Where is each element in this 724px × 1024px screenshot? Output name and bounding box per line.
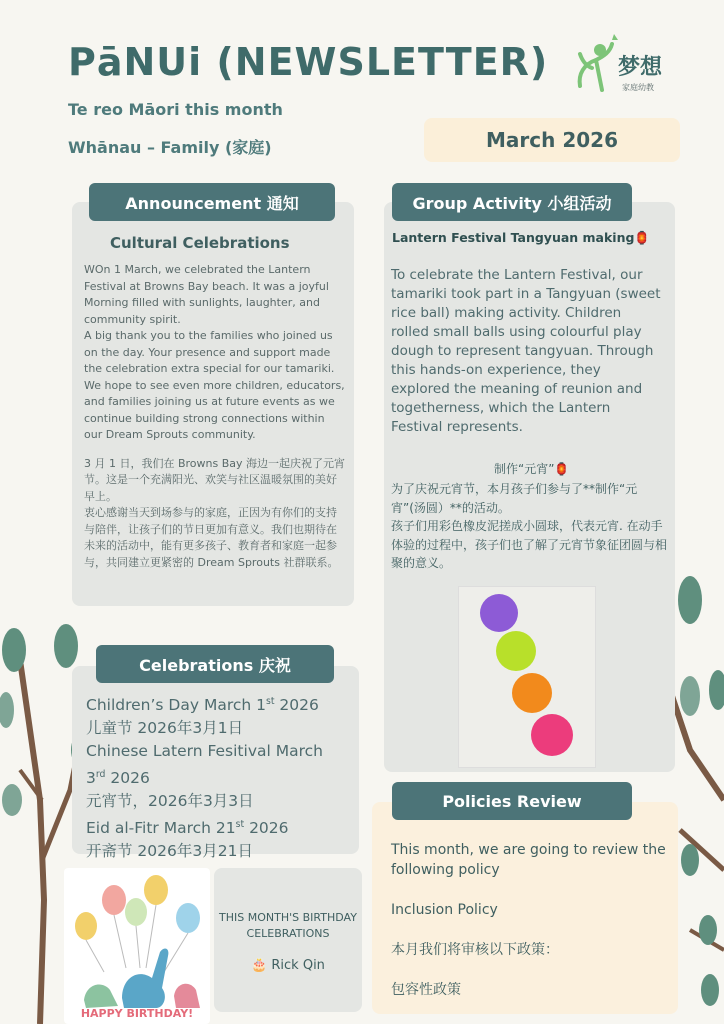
- celebration-item: 开斋节 2026年3月21日: [86, 842, 253, 861]
- logo-text: 梦想: [618, 55, 663, 80]
- celebration-item: Children’s Day March 1st 2026: [86, 696, 319, 715]
- group-activity-label: Group Activity 小组活动: [392, 183, 632, 221]
- group-activity-zh-p2: 孩子们用彩色橡皮泥搓成小圆球，代表元宵. 在动手体验的过程中，孩子们也了解了元宵节象征团圆与相聚的意义。: [391, 519, 668, 570]
- policies-item: Inclusion Policy: [391, 902, 498, 918]
- announcement-heading: Cultural Celebrations: [110, 234, 290, 252]
- policies-item-zh: 包容性政策: [391, 982, 461, 998]
- birthday-caption: THIS MONTH'S BIRTHDAY CELEBRATIONS: [219, 911, 357, 940]
- celebration-item: Chinese Latern Fesitival March 3rd 2026: [86, 742, 323, 788]
- logo-subtext: 家庭幼教: [622, 83, 654, 92]
- balloons-dinosaurs-illustration: [64, 868, 210, 1024]
- subtitle-whanau: Whānau – Family (家庭): [68, 138, 272, 157]
- group-activity-zh-heading: 制作“元宵”🏮: [494, 462, 570, 476]
- birthday-name: 🎂 Rick Qin: [251, 958, 325, 973]
- birthday-card-text: HAPPY BIRTHDAY!: [80, 1007, 194, 1020]
- month-badge: March 2026: [424, 118, 680, 162]
- logo: [574, 30, 674, 100]
- group-activity-zh-p1: 为了庆祝元宵节，本月孩子们参与了**制作“元宵”(汤圆）**的活动。: [391, 482, 638, 515]
- celebration-item: 儿童节 2026年3月1日: [86, 719, 244, 738]
- tangyuan-photo: [458, 586, 596, 768]
- announcement-body: [84, 262, 346, 571]
- policies-label: Policies Review: [392, 782, 632, 820]
- announcement-label: Announcement 通知: [89, 183, 335, 221]
- celebrations-label: Celebrations 庆祝: [96, 645, 334, 683]
- celebration-item: Eid al-Fitr March 21st 2026: [86, 819, 289, 838]
- group-activity-heading: Lantern Festival Tangyuan making🏮: [392, 230, 650, 245]
- celebration-item: 元宵节，2026年3月3日: [86, 792, 254, 811]
- announcement-zh-p1: 3 月 1 日，我们在 Browns Bay 海边一起庆祝了元宵节。这是一个充满阳光、欢笑与社区温暖氛围的美好早上。: [84, 456, 346, 503]
- announcement-en-p1: WOn 1 March, we celebrated the Lantern Festival at Browns Bay beach. It was a joyful Morning filled with sunlights, laughter, and community spirit.: [84, 263, 329, 326]
- play-dough-balls-image: [459, 587, 595, 767]
- sprout-figure-icon: [574, 30, 618, 100]
- announcement-en-p2: A big thank you to the families who joined us on the day. Your presence and support made the celebration extra special for our tamariki. We hope to see even more children, educators, and families joining us at future events as we continue building strong connections within our Dream Sprouts community.: [84, 329, 345, 441]
- group-activity-zh: [391, 480, 671, 573]
- page-title: PāNUi (NEWSLETTER): [68, 40, 549, 84]
- policies-intro: This month, we are going to review the following policy: [391, 842, 666, 878]
- policies-intro-zh: 本月我们将审核以下政策：: [391, 942, 559, 958]
- policies-body: [391, 840, 671, 1000]
- subtitle-te-reo: Te reo Māori this month: [68, 100, 283, 119]
- announcement-zh-p2: 衷心感谢当天到场参与的家庭，正因为有你们的支持与陪伴，让孩子们的节日更加有意义。我们也期待在未来的活动中，能有更多孩子、教育者和家庭一起参与，共同建立更紧密的 Dream Sprouts 社群联系。: [84, 506, 339, 569]
- birthday-card-image: [64, 868, 210, 1024]
- group-activity-en: To celebrate the Lantern Festival, our tamariki took part in a Tangyuan (sweet rice ball) making activity. Children rolled small balls using colourful play dough to represent tangyuan. Through this hands-on experience, they explored the meaning of reunion and togetherness, which the Lantern Festival represents.: [391, 267, 661, 435]
- celebrations-list: [86, 690, 356, 863]
